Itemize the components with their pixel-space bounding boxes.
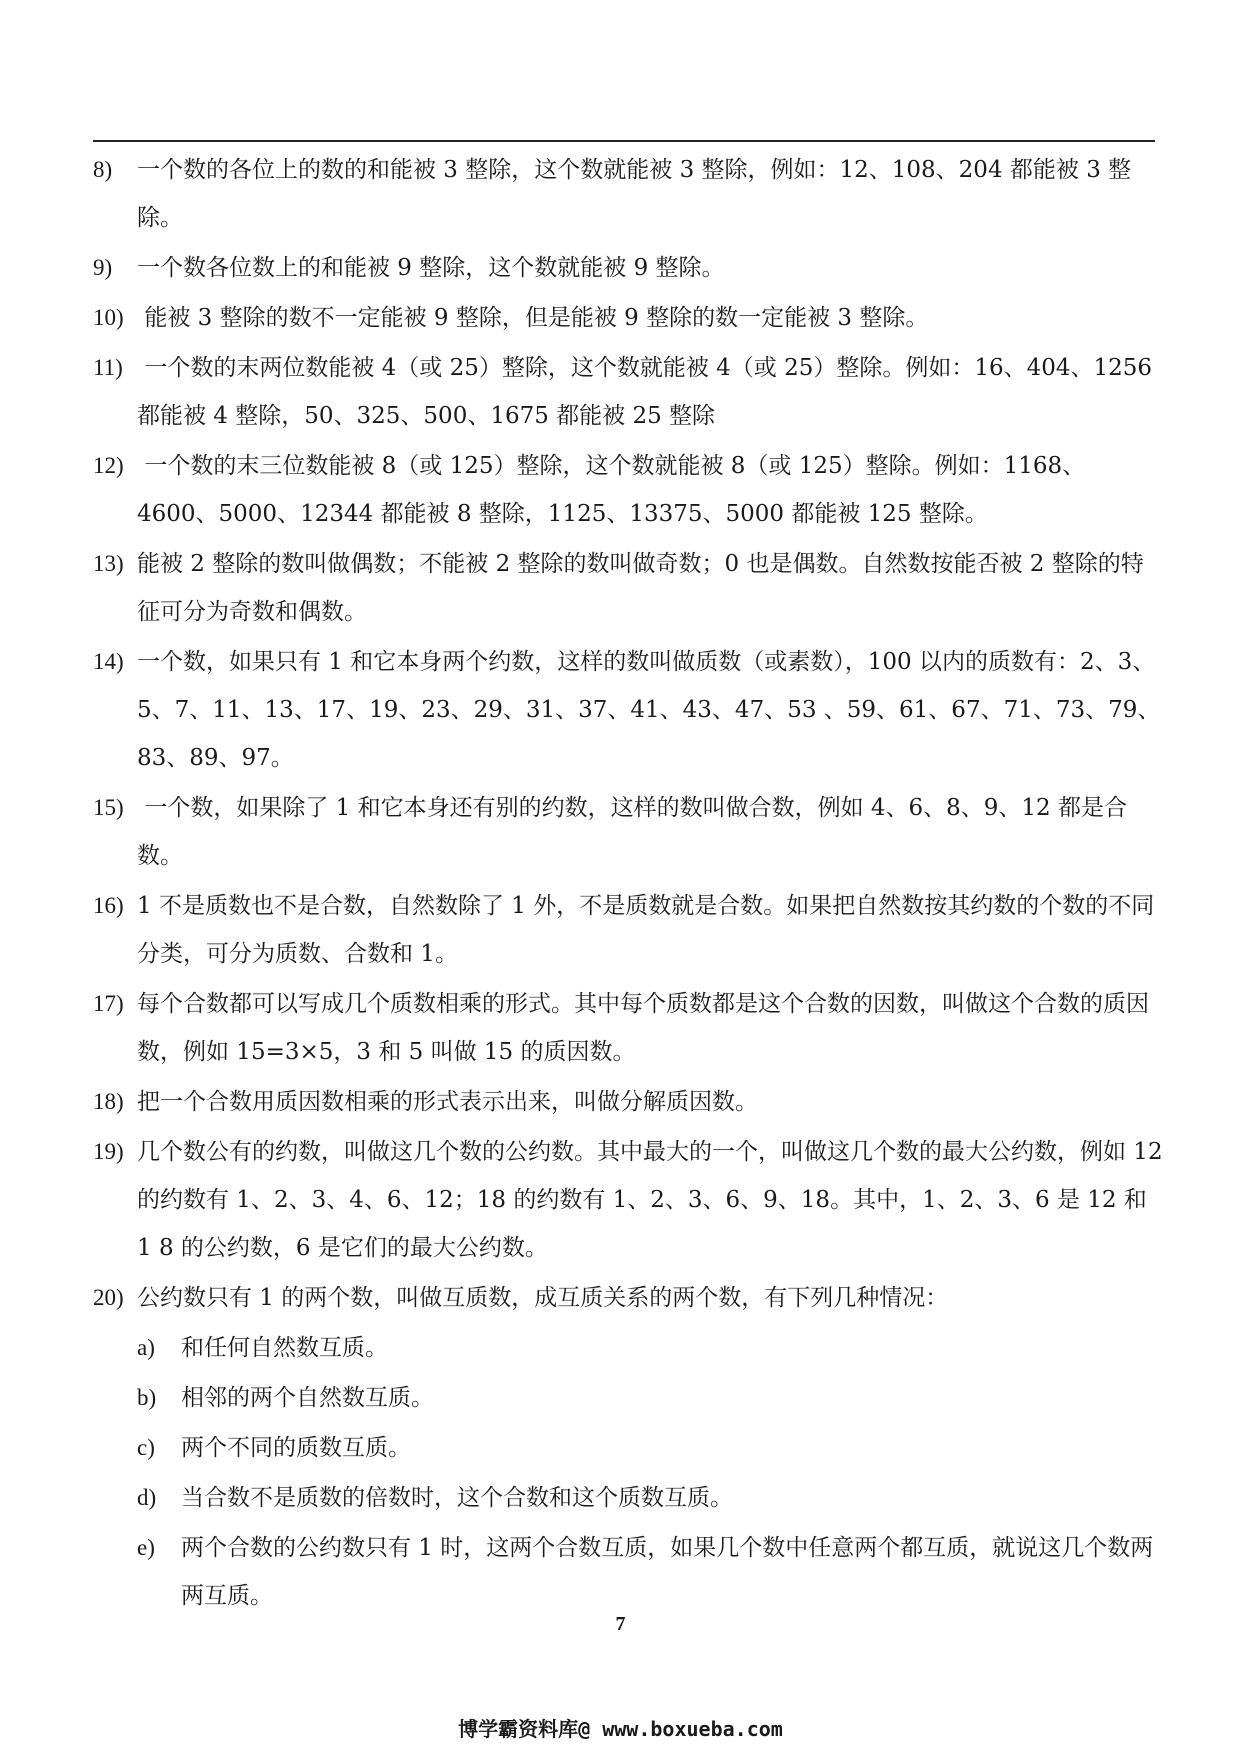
item-text: 一个数，如果除了 1 和它本身还有别的约数，这样的数叫做合数，例如 4、6、8、9、12 都是合数。 xyxy=(137,795,1127,869)
sub-item-text: 当合数不是质数的倍数时，这个合数和这个质数互质。 xyxy=(181,1485,733,1511)
footer-watermark: 博学霸资料库@ www.boxueba.com xyxy=(458,1717,783,1741)
item-number: 15) xyxy=(93,795,124,820)
sub-item-letter: d) xyxy=(137,1485,157,1510)
list-item-11 xyxy=(93,344,1163,440)
item-text: 公约数只有 1 的两个数，叫做互质数，成互质关系的两个数，有下列几种情况： xyxy=(137,1285,949,1311)
list-item-10 xyxy=(93,294,1163,342)
item-number: 18) xyxy=(93,1089,124,1114)
document-body xyxy=(93,146,1170,1622)
list-item-12 xyxy=(93,442,1163,538)
list-item-15 xyxy=(93,784,1163,880)
item-text: 一个数的末两位数能被 4（或 25）整除，这个数就能被 4（或 25）整除。例如：16、404、1256 都能被 4 整除，50、325、500、1675 都能被 25 整除 xyxy=(137,355,1160,429)
sub-item-letter: b) xyxy=(137,1385,157,1410)
list-item-17 xyxy=(93,980,1163,1076)
sub-item-letter: a) xyxy=(137,1335,155,1360)
list-item-19 xyxy=(93,1128,1170,1272)
sub-item-text: 两个不同的质数互质。 xyxy=(181,1435,411,1461)
sub-item-e xyxy=(93,1524,1163,1620)
item-number: 14) xyxy=(93,649,124,674)
sub-item-a xyxy=(93,1324,1163,1372)
list-item-18 xyxy=(93,1078,1163,1126)
item-number: 13) xyxy=(93,551,124,576)
item-number: 16) xyxy=(93,893,124,918)
item-text: 一个数的末三位数能被 8（或 125）整除，这个数就能被 8（或 125）整除。例如：1168、4600、5000、12344 都能被 8 整除，1125、13375、5000 都能被 125 整除。 xyxy=(137,453,1086,527)
item-text: 1 不是质数也不是合数，自然数除了 1 外，不是质数就是合数。如果把自然数按其约数的个数的不同分类，可分为质数、合数和 1。 xyxy=(137,893,1155,967)
item-number: 20) xyxy=(93,1285,124,1310)
sub-item-d xyxy=(93,1474,1163,1522)
sub-item-b xyxy=(93,1374,1163,1422)
item-text: 能被 3 整除的数不一定能被 9 整除，但是能被 9 整除的数一定能被 3 整除。 xyxy=(137,305,929,331)
item-text: 每个合数都可以写成几个质数相乘的形式。其中每个质数都是这个合数的因数，叫做这个合数的质因数，例如 15=3×5，3 和 5 叫做 15 的质因数。 xyxy=(137,991,1149,1065)
item-number: 8) xyxy=(93,157,113,182)
item-number: 11) xyxy=(93,355,123,380)
item-text: 一个数各位数上的和能被 9 整除，这个数就能被 9 整除。 xyxy=(137,255,725,281)
item-number: 19) xyxy=(93,1139,124,1164)
list-item-8 xyxy=(93,146,1163,242)
list-item-9 xyxy=(93,244,1163,292)
item-number: 9) xyxy=(93,255,113,280)
item-text: 能被 2 整除的数叫做偶数；不能被 2 整除的数叫做奇数；0 也是偶数。自然数按能否被 2 整除的特征可分为奇数和偶数。 xyxy=(137,551,1144,625)
sub-item-text: 相邻的两个自然数互质。 xyxy=(181,1385,434,1411)
header-rule xyxy=(93,140,1155,142)
item-number: 17) xyxy=(93,991,124,1016)
sub-item-c xyxy=(93,1424,1163,1472)
sub-item-text: 两个合数的公约数只有 1 时，这两个合数互质，如果几个数中任意两个都互质，就说这几个数两两互质。 xyxy=(181,1535,1154,1609)
item-number: 12) xyxy=(93,453,124,478)
list-item-20 xyxy=(93,1274,1163,1322)
list-item-14 xyxy=(93,638,1163,782)
sub-item-letter: c) xyxy=(137,1435,155,1460)
item-text: 几个数公有的约数，叫做这几个数的公约数。其中最大的一个，叫做这几个数的最大公约数，例如 12 的约数有 1、2、3、4、6、12；18 的约数有 1、2、3、6、9、18。其中，1、2、3、6 是 12 和 1 8 的公约数，6 是它们的最大公约数。 xyxy=(137,1139,1170,1261)
item-text: 把一个合数用质因数相乘的形式表示出来，叫做分解质因数。 xyxy=(137,1089,758,1115)
item-number: 10) xyxy=(93,305,124,330)
sub-item-letter: e) xyxy=(137,1535,155,1560)
sub-item-text: 和任何自然数互质。 xyxy=(181,1335,388,1361)
list-item-13 xyxy=(93,540,1163,636)
page-number: 7 xyxy=(615,1613,626,1635)
list-item-16 xyxy=(93,882,1163,978)
item-text: 一个数，如果只有 1 和它本身两个约数，这样的数叫做质数（或素数），100 以内的质数有：2、3、5、7、11、13、17、19、23、29、31、37、41、43、47、53 、59、61、67、71、73、79、83、89、97。 xyxy=(137,649,1161,771)
item-text: 一个数的各位上的数的和能被 3 整除，这个数就能被 3 整除，例如：12、108、204 都能被 3 整除。 xyxy=(137,157,1132,231)
